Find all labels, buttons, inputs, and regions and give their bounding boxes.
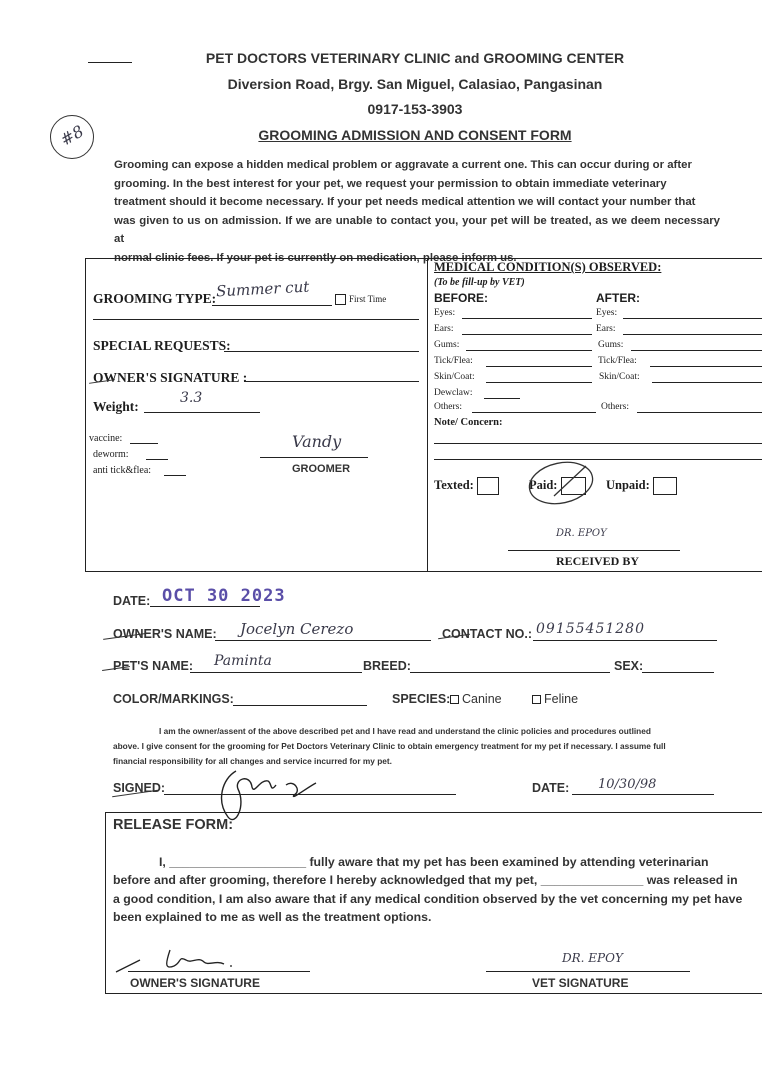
consent-line-3: financial responsibility for all changes and service incurred for my pet. xyxy=(113,756,392,766)
special-requests-line[interactable] xyxy=(224,351,419,352)
deworm-line[interactable] xyxy=(146,459,168,460)
canine-label: Canine xyxy=(462,692,502,706)
release-line-1: I, ____________________ fully aware that my pet has been examined by attending veterinarian xyxy=(159,855,709,869)
consent-text xyxy=(113,724,721,769)
pet-name-line xyxy=(190,672,362,673)
consent-line-1: I am the owner/assent of the above described pet and I have read and understand the clinic policies and procedures outlined xyxy=(159,726,651,736)
unpaid-checkbox[interactable] xyxy=(653,477,677,495)
special-requests-label: SPECIAL REQUESTS: xyxy=(93,338,231,353)
vet-signature-line[interactable] xyxy=(486,971,690,972)
note-concern-label: Note/ Concern: xyxy=(434,417,503,428)
release-line-4: been explained to me as well as the treatment options. xyxy=(113,909,432,924)
signed-date-label: DATE: xyxy=(532,781,570,795)
release-owner-signature-label: OWNER'S SIGNATURE xyxy=(130,976,260,990)
intro-line-4: was given to us on admission. If we are unable to contact you, your pet will be treated, as we deem necessary at xyxy=(114,214,720,246)
after-others-line[interactable] xyxy=(637,412,762,413)
weight-line xyxy=(144,412,260,413)
canine-checkbox[interactable] xyxy=(450,695,459,704)
date-label: DATE: xyxy=(113,594,151,608)
after-others-label: Others: xyxy=(601,402,629,412)
before-ears-line[interactable] xyxy=(462,334,592,335)
received-line xyxy=(508,550,680,551)
color-label: COLOR/MARKINGS: xyxy=(113,692,234,706)
after-skincoat-label: Skin/Coat: xyxy=(599,372,640,382)
paid-circle-mark xyxy=(524,456,602,508)
margin-note: #8 xyxy=(57,121,87,150)
before-gums-label: Gums: xyxy=(434,340,460,350)
texted-label: Texted: xyxy=(434,477,474,492)
vet-signature-label: VET SIGNATURE xyxy=(532,976,629,990)
texted-option[interactable] xyxy=(434,477,499,495)
contact-value[interactable]: 09155451280 xyxy=(536,621,645,637)
contact-label: CONTACT NO.: xyxy=(442,627,533,641)
before-label: BEFORE: xyxy=(434,291,488,305)
first-time-label: First Time xyxy=(349,294,387,304)
before-others-label: Others: xyxy=(434,402,462,412)
color-line[interactable] xyxy=(233,705,367,706)
texted-checkbox[interactable] xyxy=(477,477,499,495)
owner-name-label: OWNER'S NAME: xyxy=(113,627,217,641)
table-divider xyxy=(427,258,428,571)
intro-line-2: grooming. In the best interest for your pet, we request your permission to obtain immediate veterinary xyxy=(114,177,667,190)
owner-name-line xyxy=(215,640,431,641)
weight-value[interactable]: 3.3 xyxy=(180,390,203,406)
medical-subtitle: (To be fill-up by VET) xyxy=(434,277,525,288)
medical-title: MEDICAL CONDITION(S) OBSERVED: xyxy=(434,260,662,274)
antitick-line[interactable] xyxy=(164,475,186,476)
after-eyes-line[interactable] xyxy=(623,318,762,319)
before-skincoat-label: Skin/Coat: xyxy=(434,372,475,382)
release-form-body xyxy=(113,853,762,926)
feline-checkbox[interactable] xyxy=(532,695,541,704)
consent-line-2: above. I give consent for the grooming for Pet Doctors Veterinary Clinic to obtain emergency treatment for my pet if necessary. I assume full xyxy=(113,741,666,751)
clinic-phone: 0917-153-3903 xyxy=(367,101,463,117)
intro-line-5: normal clinic fees. If your pet is currently on medication, please inform us. xyxy=(114,251,517,264)
grooming-type-label: GROOMING TYPE: xyxy=(93,291,217,306)
before-skincoat-line[interactable] xyxy=(486,382,592,383)
release-line-2: before and after grooming, therefore I hereby acknowledged that my pet, _______________ was released in xyxy=(113,873,738,888)
grooming-type-extra-line xyxy=(93,319,419,320)
before-ears-label: Ears: xyxy=(434,324,454,334)
before-dewclaw-line[interactable] xyxy=(484,398,520,399)
intro-line-1: Grooming can expose a hidden medical problem or aggravate a current one. This can occur during or after xyxy=(114,159,692,171)
contact-line xyxy=(533,640,717,641)
date-stamp[interactable]: OCT 30 2023 xyxy=(162,586,286,606)
after-ears-label: Ears: xyxy=(596,324,616,334)
pet-name-value[interactable]: Paminta xyxy=(214,653,272,669)
intro-line-3: treatment should it become necessary. If your pet needs medical attention we will contact your number that xyxy=(114,196,696,209)
owner-signature-line[interactable] xyxy=(244,381,419,382)
before-gums-line[interactable] xyxy=(466,350,592,351)
unpaid-option[interactable] xyxy=(606,477,677,495)
before-tickflea-line[interactable] xyxy=(486,366,592,367)
before-eyes-line[interactable] xyxy=(462,318,592,319)
before-eyes-label: Eyes: xyxy=(434,308,456,318)
after-label: AFTER: xyxy=(596,291,640,305)
feline-label: Feline xyxy=(544,692,579,706)
before-tickflea-label: Tick/Flea: xyxy=(434,356,473,366)
weight-label: Weight: xyxy=(93,399,139,414)
vaccine-line[interactable] xyxy=(130,443,158,444)
after-eyes-label: Eyes: xyxy=(596,308,618,318)
vaccine-label: vaccine: xyxy=(89,433,123,444)
after-tickflea-line[interactable] xyxy=(650,366,762,367)
after-skincoat-line[interactable] xyxy=(652,382,762,383)
intro-paragraph xyxy=(114,156,720,268)
grooming-type-line xyxy=(212,305,332,306)
grooming-type-value[interactable]: Summer cut xyxy=(215,277,310,301)
breed-label: BREED: xyxy=(363,659,411,673)
paid-label: Paid: xyxy=(529,477,558,492)
feline-option[interactable] xyxy=(532,692,578,706)
first-time-checkbox[interactable] xyxy=(335,294,346,305)
after-ears-line[interactable] xyxy=(623,334,762,335)
after-tickflea-label: Tick/Flea: xyxy=(598,356,637,366)
release-owner-signature-scribble xyxy=(112,942,242,978)
groomer-label: GROOMER xyxy=(292,463,351,475)
first-time-option[interactable] xyxy=(335,294,386,305)
vet-signature-value: DR. EPOY xyxy=(562,951,623,965)
before-others-line[interactable] xyxy=(472,412,596,413)
form-title: GROOMING ADMISSION AND CONSENT FORM xyxy=(258,127,572,143)
clinic-address: Diversion Road, Brgy. San Miguel, Calasiao, Pangasinan xyxy=(227,76,603,92)
sex-line[interactable] xyxy=(642,672,714,673)
sex-label: SEX: xyxy=(614,659,644,673)
groomer-line xyxy=(260,457,368,458)
release-line-3: a good condition, I am also aware that if any medical condition observed by the vet concerning my pet have xyxy=(113,891,743,906)
received-label: RECEIVED BY xyxy=(556,554,640,568)
groomer-signature: Vandy xyxy=(292,432,342,451)
canine-option[interactable] xyxy=(450,692,502,706)
owner-signature-label: OWNER'S SIGNATURE : xyxy=(93,370,248,385)
species-label: SPECIES: xyxy=(392,692,451,706)
deworm-label: deworm: xyxy=(93,449,129,460)
release-form-title: RELEASE FORM: xyxy=(113,817,234,833)
date-line xyxy=(150,606,260,607)
signed-label: SIGNED: xyxy=(113,781,166,795)
after-gums-line[interactable] xyxy=(631,350,762,351)
unpaid-label: Unpaid: xyxy=(606,477,650,492)
clinic-name: PET DOCTORS VETERINARY CLINIC and GROOMING CENTER xyxy=(205,50,625,66)
owner-name-value[interactable]: Jocelyn Cerezo xyxy=(240,620,354,638)
pet-name-label: PET'S NAME: xyxy=(113,659,194,673)
signed-date-line xyxy=(572,794,714,795)
received-signature: DR. EPOY xyxy=(556,528,607,539)
signed-date-value[interactable]: 10/30/98 xyxy=(598,777,657,792)
breed-line[interactable] xyxy=(410,672,610,673)
before-dewclaw-label: Dewclaw: xyxy=(434,388,473,398)
antitick-label: anti tick&flea: xyxy=(93,465,152,476)
after-gums-label: Gums: xyxy=(598,340,624,350)
release-owner-signature-line[interactable] xyxy=(128,971,310,972)
note-line-1[interactable] xyxy=(434,443,762,444)
